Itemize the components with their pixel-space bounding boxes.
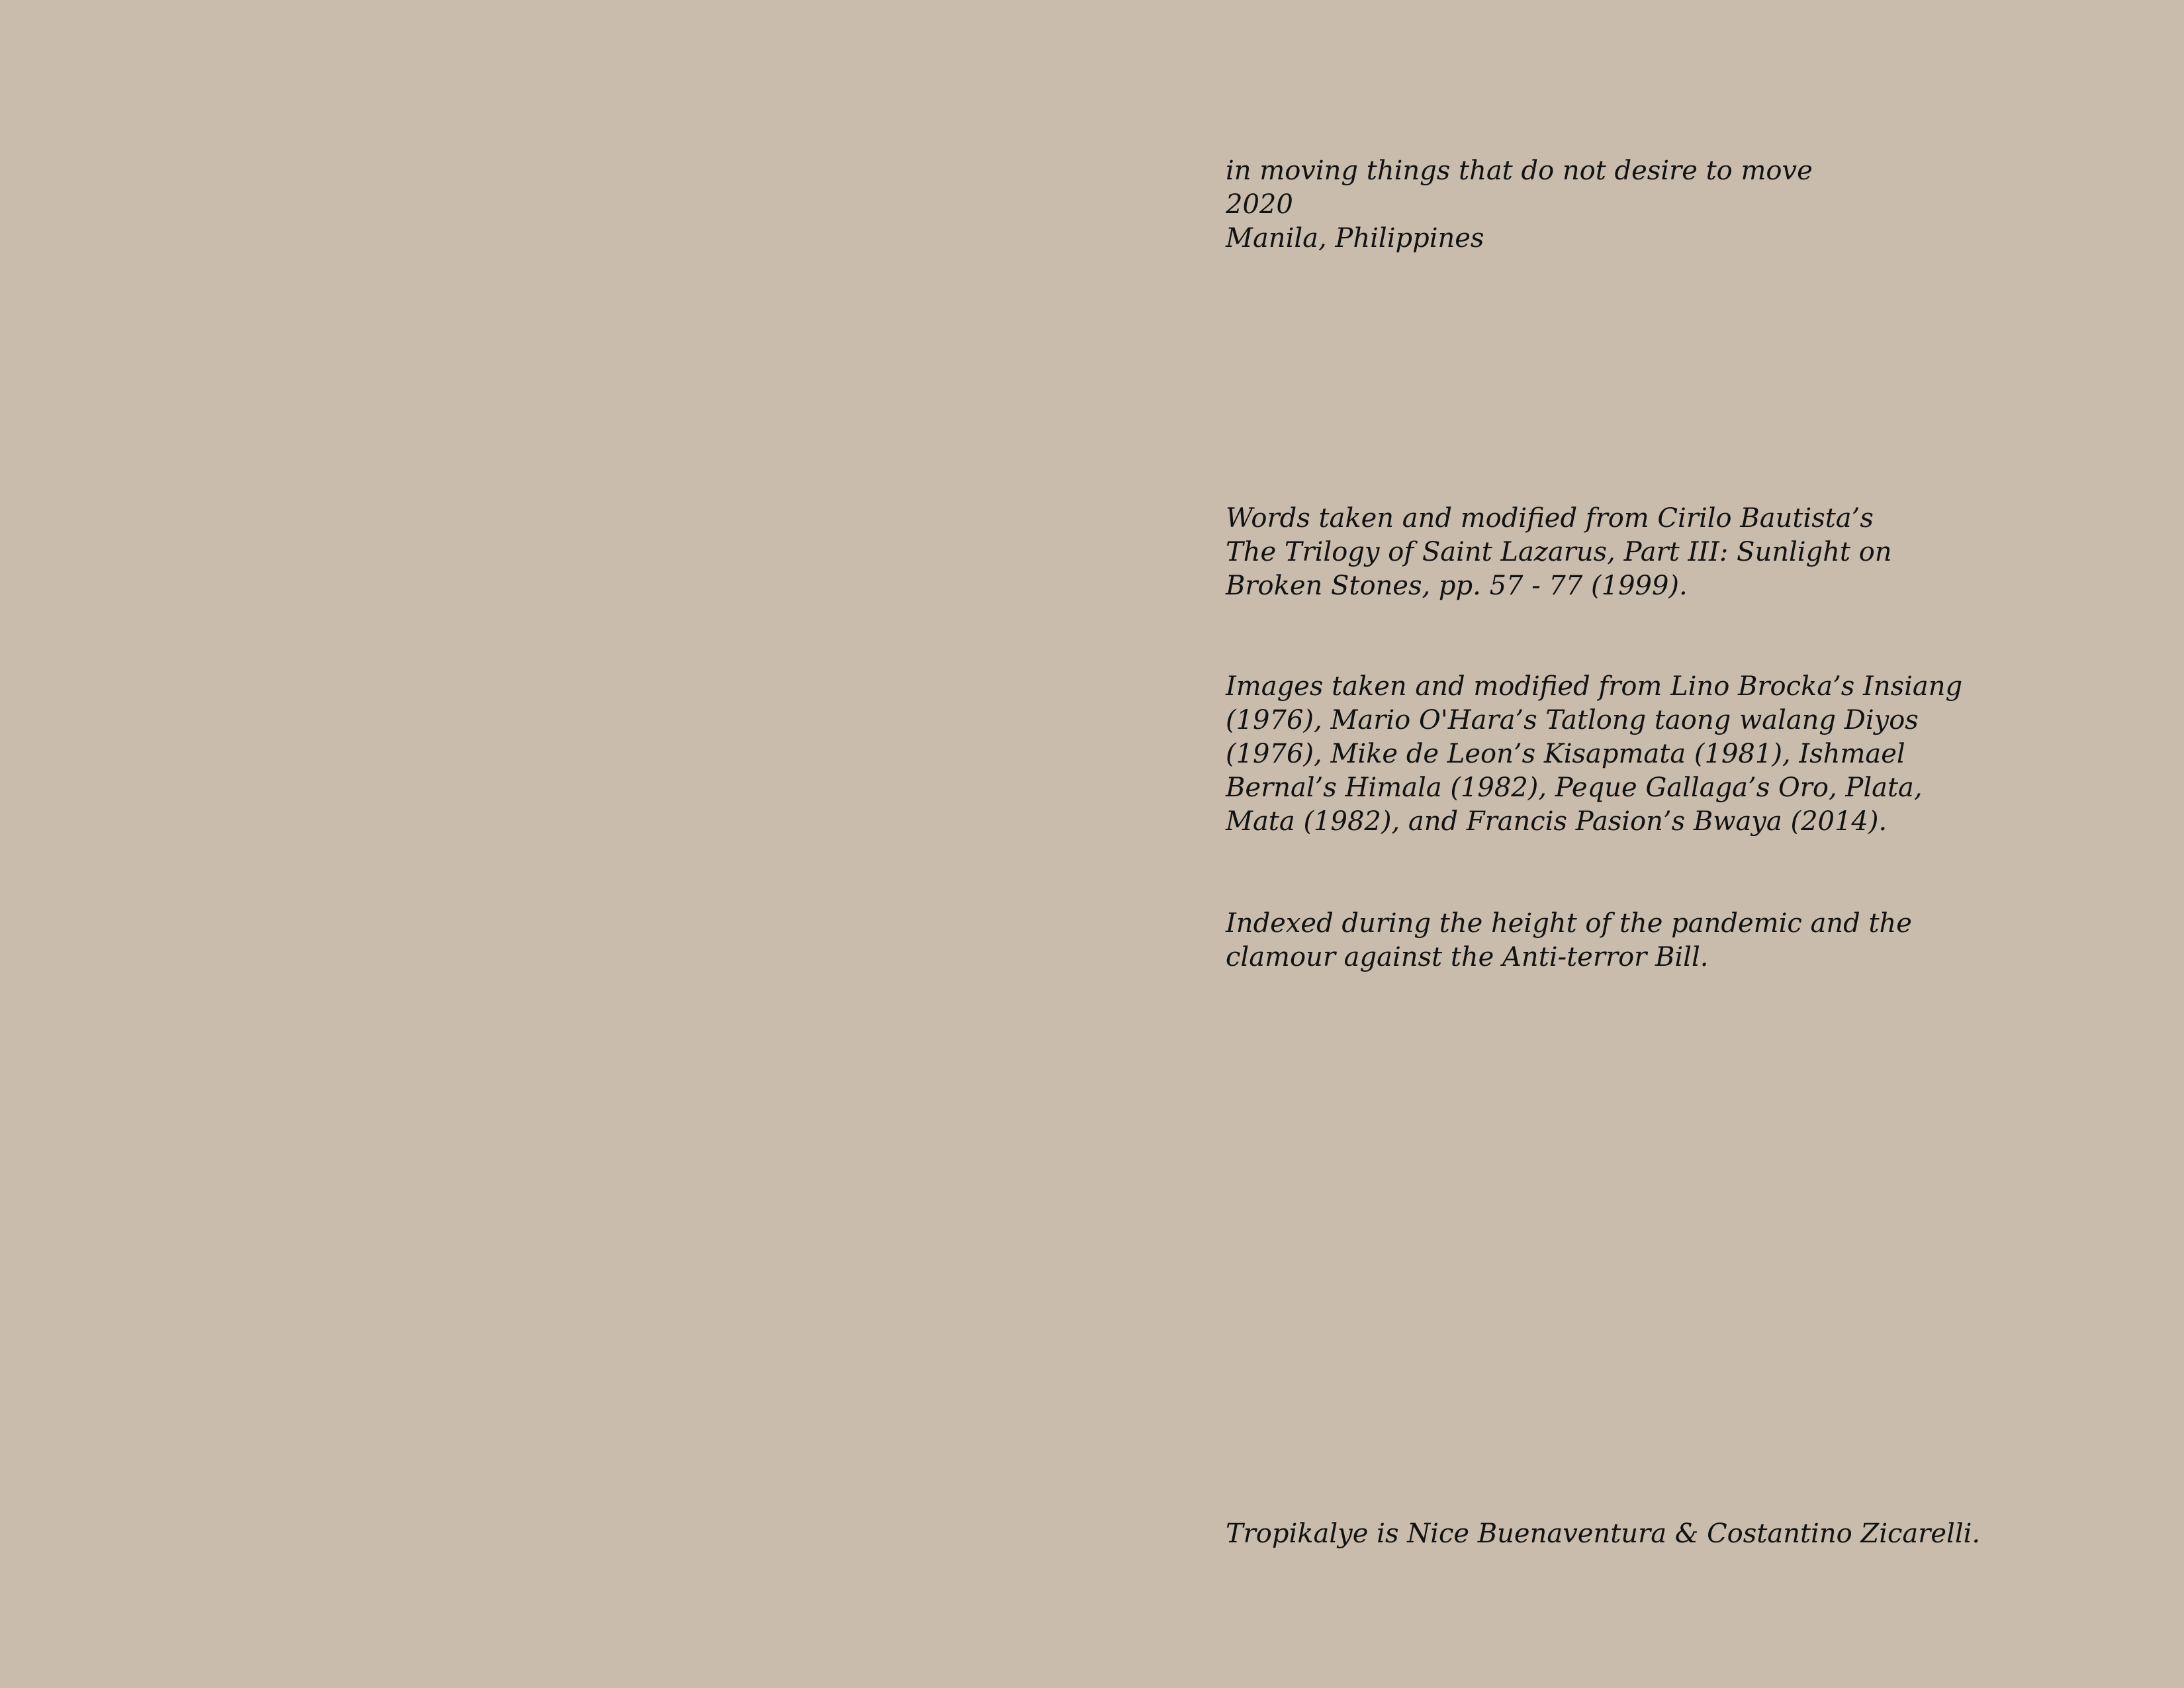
indexed-note-line: clamour against the Anti-terror Bill. [1226, 942, 1709, 972]
words-credit-line: Broken Stones, pp. 57 - 77 (1999). [1226, 571, 1688, 601]
team-credit-text: Tropikalye is Nice Buenaventura & Costantino Zicarelli. [1226, 1519, 1981, 1549]
images-credit-line: Mata (1982), and Francis Pasion’s Bwaya (2014). [1226, 806, 1888, 837]
indexing-context-note [1226, 907, 2007, 974]
images-credit-line: (1976), Mike de Leon’s Kisapmata (1981), Ishmael [1226, 739, 1905, 769]
words-credit-line: Words taken and modified from Cirilo Bautista’s [1226, 503, 1874, 534]
words-credit-line: The Trilogy of Saint Lazarus, Part III: Sunlight on [1226, 537, 1892, 567]
images-credit-line: Bernal’s Himala (1982), Peque Gallaga’s Oro, Plata, [1226, 773, 1923, 803]
project-colophon [1226, 154, 2007, 256]
project-year: 2020 [1226, 189, 1293, 220]
images-credit-line: Images taken and modified from Lino Brocka’s Insiang [1226, 671, 1963, 702]
colophon-page [1092, 0, 2184, 1688]
images-source-credit [1226, 670, 2007, 839]
words-source-credit [1226, 502, 2007, 603]
team-credit [1226, 1517, 2007, 1551]
images-credit-line: (1976), Mario O'Hara’s Tatlong taong walang Diyos [1226, 705, 1919, 735]
project-title: in moving things that do not desire to move [1226, 156, 1813, 186]
indexed-note-line: Indexed during the height of the pandemic and the [1226, 908, 1912, 939]
project-location: Manila, Philippines [1226, 223, 1484, 254]
